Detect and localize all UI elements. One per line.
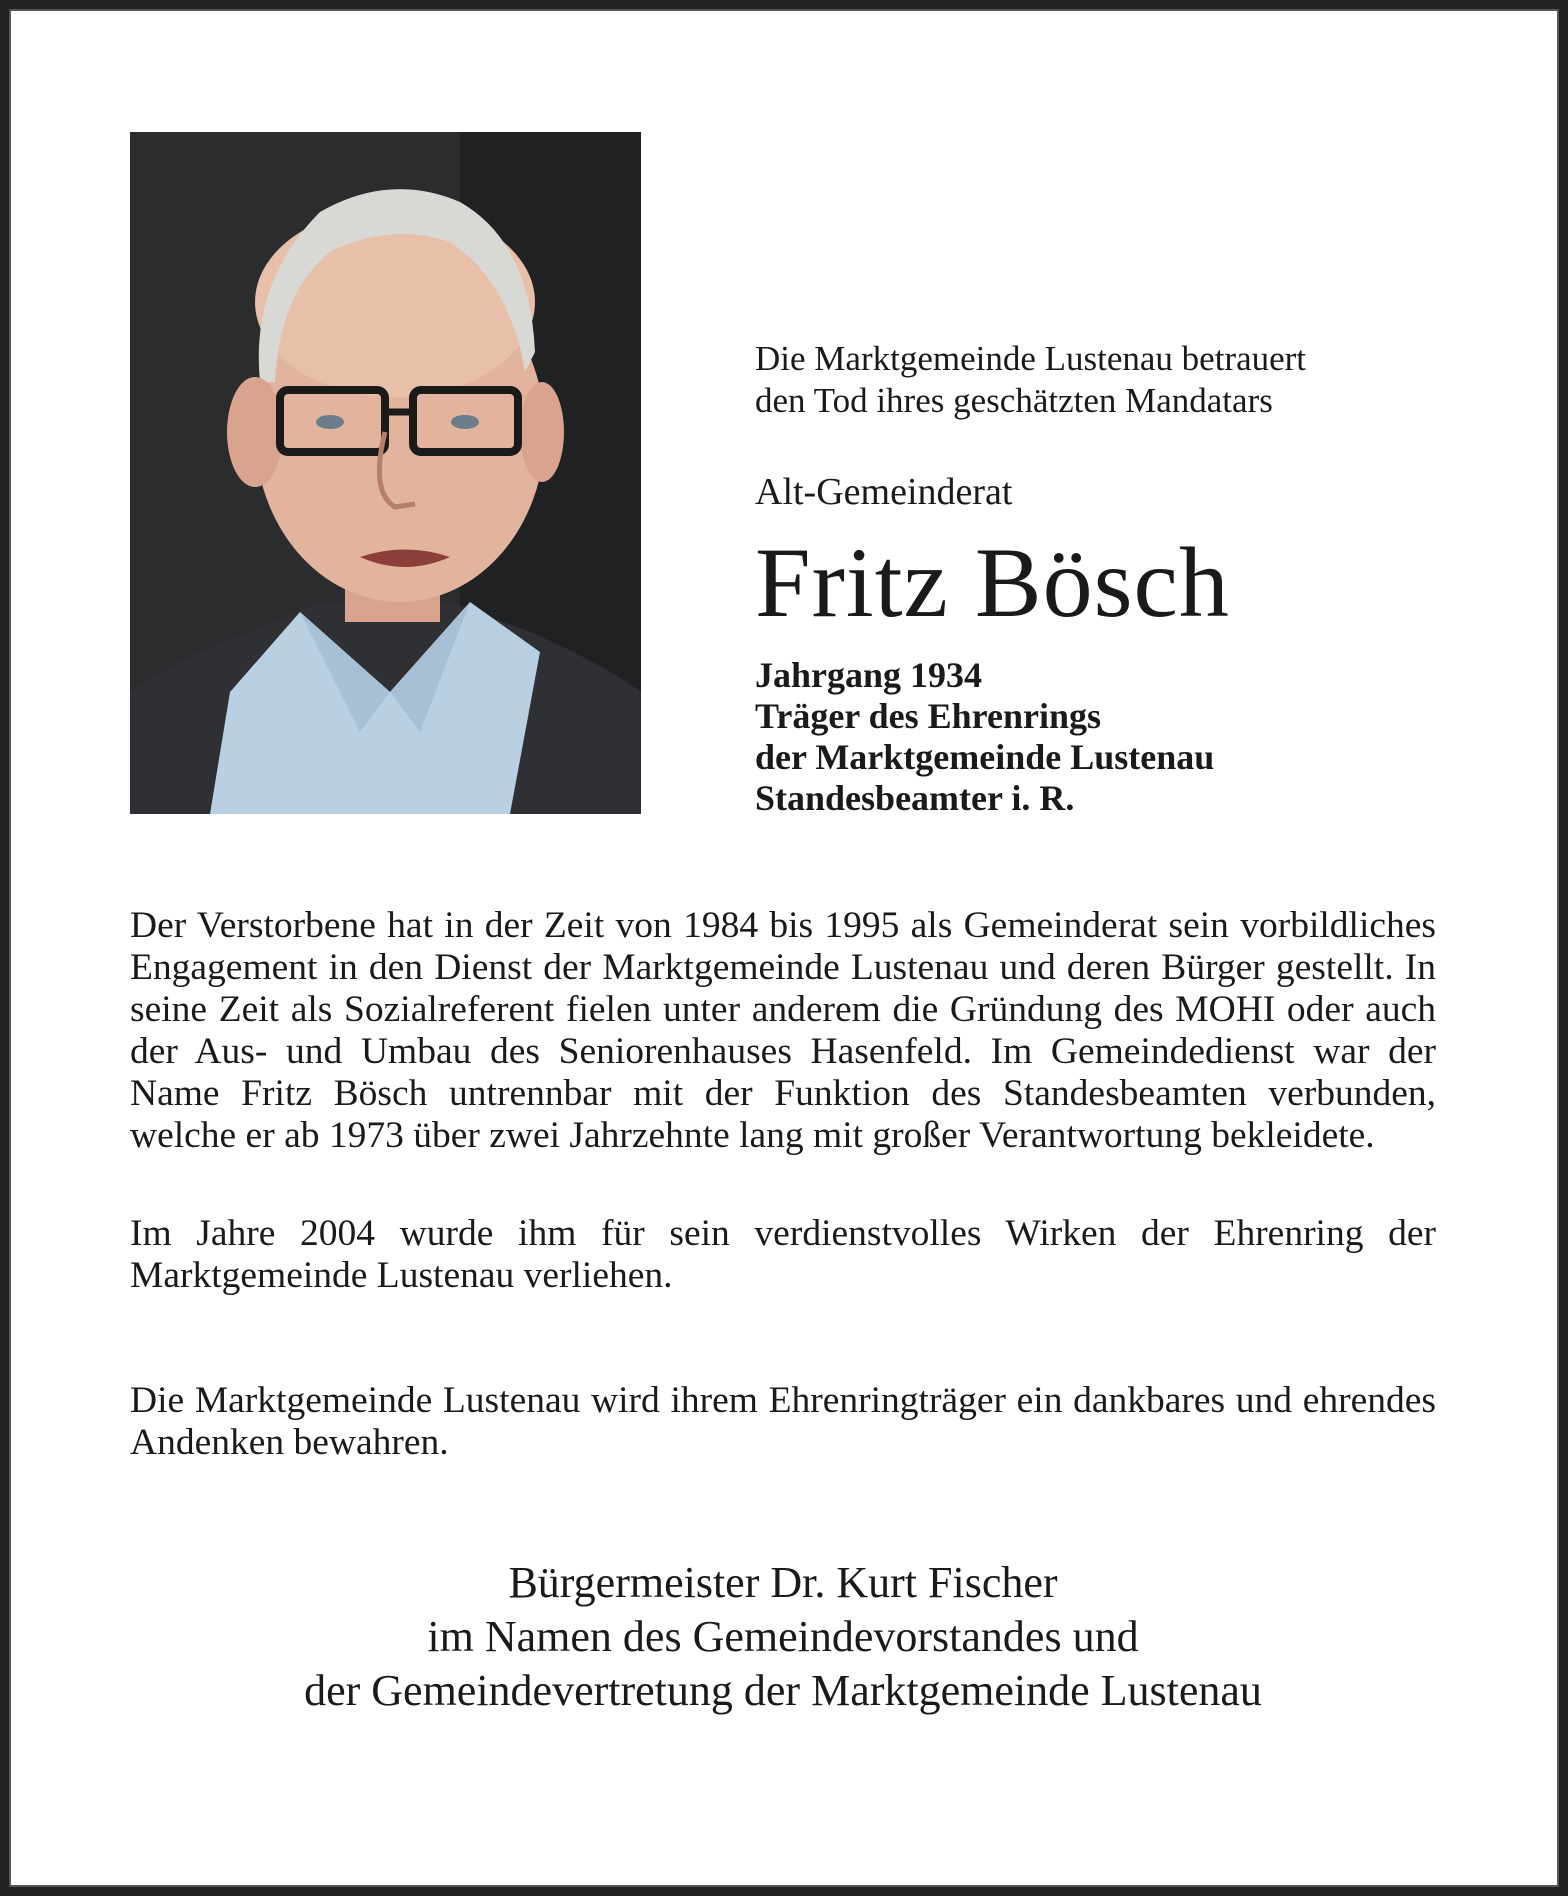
fact-line: Jahrgang 1934 — [755, 655, 983, 695]
honor-paragraph: Im Jahre 2004 wurde ihm für sein verdienstvolles Wirken der Ehrenring der Marktgemeinde Lustenau verliehen. — [130, 1213, 1436, 1296]
portrait-photo — [130, 132, 641, 814]
signature-block — [130, 1556, 1436, 1718]
fact-line: der Marktgemeinde Lustenau — [755, 737, 1215, 777]
deceased-facts — [755, 655, 1515, 819]
intro-line: Die Marktgemeinde Lustenau betrauert — [755, 339, 1307, 378]
fact-line: Standesbeamter i. R. — [755, 778, 1075, 818]
signature-line: der Gemeindevertretung der Marktgemeinde Lustenau — [304, 1666, 1262, 1715]
remembrance-paragraph: Die Marktgemeinde Lustenau wird ihrem Ehrenringträger ein dankbares und ehrendes Andenken bewahren. — [130, 1380, 1436, 1463]
signature-line: Bürgermeister Dr. Kurt Fischer — [508, 1558, 1058, 1607]
deceased-title: Alt-Gemeinderat — [755, 471, 1013, 513]
fact-line: Träger des Ehrenrings — [755, 696, 1102, 736]
intro-line: den Tod ihres geschätzten Mandatars — [755, 381, 1273, 420]
signature-line: im Namen des Gemeindevorstandes und — [427, 1612, 1139, 1661]
biography-paragraph: Der Verstorbene hat in der Zeit von 1984 bis 1995 als Gemeinderat sein vorbildliches Engagement in den Dienst der Marktgemeinde Lustenau und deren Bürger gestellt. In seine Zeit als Sozialreferent fielen unter anderem die Gründung des MOHI oder auch der Aus- und Umbau des Seniorenhauses Hasenfeld. Im Gemeindedienst war der Name Fritz Bösch untrennbar mit der Funktion des Standesbeamten verbunden, welche er ab 1973 über zwei Jahrzehnte lang mit großer Verantwortung bekleidete. — [130, 905, 1436, 1156]
deceased-name: Fritz Bösch — [755, 527, 1230, 638]
intro-text — [755, 338, 1525, 422]
